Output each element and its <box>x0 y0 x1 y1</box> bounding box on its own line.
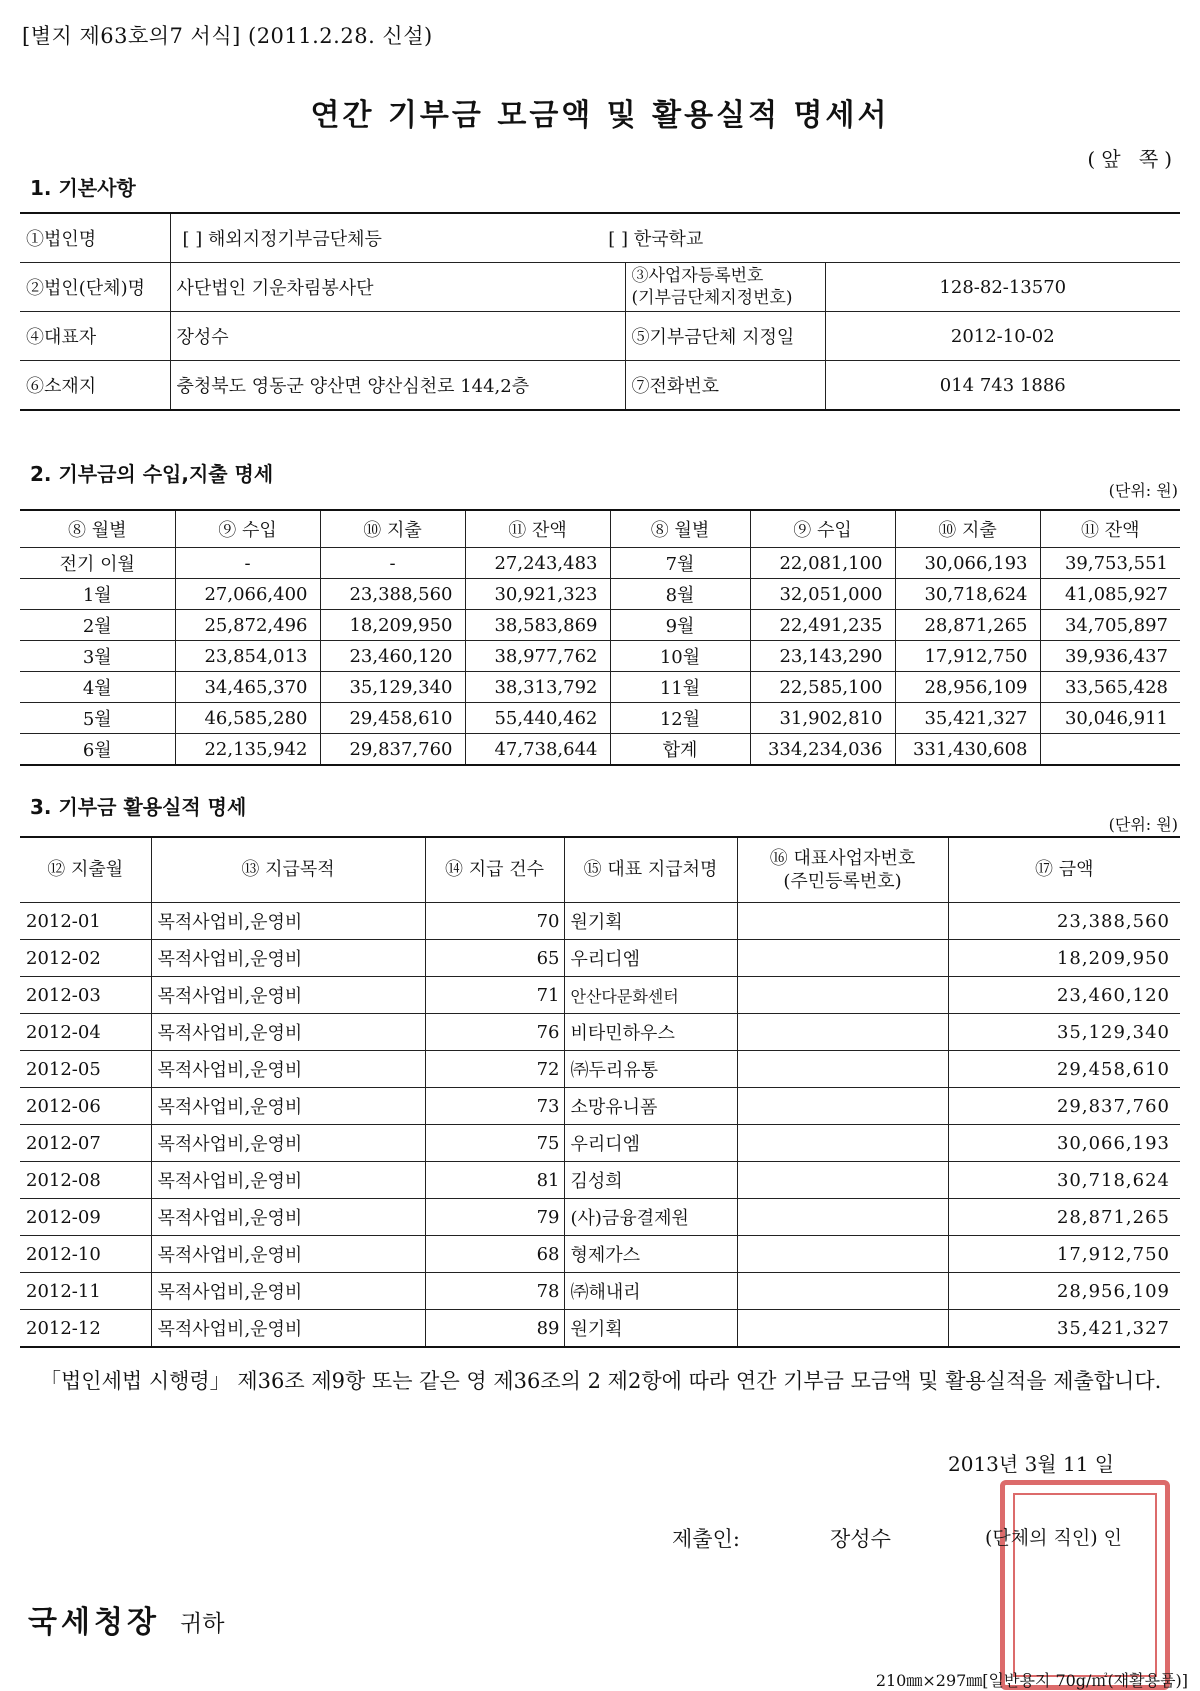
amount-cell: 29,837,760 <box>948 1088 1180 1125</box>
biz-no-cell <box>737 1310 948 1348</box>
expense-cell: - <box>320 548 465 579</box>
purpose-cell: 목적사업비,운영비 <box>151 1310 425 1348</box>
corp-type-option-foreign: [ ] 해외지정기부금단체등 <box>182 229 382 250</box>
income-expense-table <box>20 509 1180 766</box>
total-income-cell: 334,234,036 <box>750 734 895 766</box>
count-cell: 65 <box>425 940 564 977</box>
header-biz-no-line1: ⑯ 대표사업자번호 <box>769 847 916 869</box>
count-cell: 75 <box>425 1125 564 1162</box>
count-cell: 71 <box>425 977 564 1014</box>
month-cell: 8월 <box>610 579 750 610</box>
corp-type-row <box>20 213 1180 263</box>
header-balance-2: ⑪ 잔액 <box>1040 510 1180 548</box>
expense-month-cell: 2012-01 <box>20 903 151 940</box>
header-income-2: ⑨ 수입 <box>750 510 895 548</box>
seal-label: (단체의 직인) 인 <box>985 1527 1123 1549</box>
amount-cell: 30,718,624 <box>948 1162 1180 1199</box>
purpose-cell: 목적사업비,운영비 <box>151 977 425 1014</box>
income-cell: - <box>175 548 320 579</box>
balance-cell: 30,921,323 <box>465 579 610 610</box>
biz-no-cell <box>737 1051 948 1088</box>
purpose-cell: 목적사업비,운영비 <box>151 1199 425 1236</box>
biz-no-cell <box>737 1125 948 1162</box>
addressee-honorific: 귀하 <box>180 1611 225 1637</box>
expense-month-cell: 2012-05 <box>20 1051 151 1088</box>
month-cell: 4월 <box>20 672 175 703</box>
income-cell: 22,491,235 <box>750 610 895 641</box>
count-cell: 70 <box>425 903 564 940</box>
count-cell: 81 <box>425 1162 564 1199</box>
expense-month-cell: 2012-02 <box>20 940 151 977</box>
header-purpose: ⑬ 지급목적 <box>151 837 425 903</box>
address-value: 충청북도 영동군 양산면 양산심천로 144,2층 <box>170 361 625 411</box>
payee-cell: ㈜해내리 <box>564 1273 737 1310</box>
income-cell: 22,135,942 <box>175 734 320 766</box>
amount-cell: 35,421,327 <box>948 1310 1180 1348</box>
designation-value: 2012-10-02 <box>825 312 1180 361</box>
count-cell: 72 <box>425 1051 564 1088</box>
address-label: ⑥소재지 <box>20 361 170 411</box>
table-row <box>20 641 1180 672</box>
table-row <box>20 703 1180 734</box>
biz-no-cell <box>737 1088 948 1125</box>
usage-header-row <box>20 837 1180 903</box>
biz-reg-label-line2: (기부금단체지정번호) <box>631 288 793 308</box>
biz-reg-label-line1: ③사업자등록번호 <box>631 266 764 286</box>
expense-month-cell: 2012-12 <box>20 1310 151 1348</box>
expense-cell: 29,458,610 <box>320 703 465 734</box>
balance-cell: 33,565,428 <box>1040 672 1180 703</box>
count-cell: 76 <box>425 1014 564 1051</box>
expense-month-cell: 2012-10 <box>20 1236 151 1273</box>
table-row <box>20 1051 1180 1088</box>
month-cell: 12월 <box>610 703 750 734</box>
table-row <box>20 1162 1180 1199</box>
section1-heading: 1. 기본사항 <box>30 176 136 200</box>
biz-no-cell <box>737 1199 948 1236</box>
purpose-cell: 목적사업비,운영비 <box>151 1051 425 1088</box>
month-cell: 6월 <box>20 734 175 766</box>
payee-cell: 원기획 <box>564 903 737 940</box>
header-month-1: ⑧ 월별 <box>20 510 175 548</box>
purpose-cell: 목적사업비,운영비 <box>151 1125 425 1162</box>
document-title: 연간 기부금 모금액 및 활용실적 명세서 <box>310 98 890 133</box>
phone-value: 014 743 1886 <box>825 361 1180 411</box>
purpose-cell: 목적사업비,운영비 <box>151 1014 425 1051</box>
total-balance-cell <box>1040 734 1180 766</box>
payee-cell: (사)금융결제원 <box>564 1199 737 1236</box>
month-cell: 3월 <box>20 641 175 672</box>
payee-cell: 형제가스 <box>564 1236 737 1273</box>
expense-cell: 17,912,750 <box>895 641 1040 672</box>
header-balance-1: ⑪ 잔액 <box>465 510 610 548</box>
month-cell: 전기 이월 <box>20 548 175 579</box>
amount-cell: 29,458,610 <box>948 1051 1180 1088</box>
amount-cell: 28,956,109 <box>948 1273 1180 1310</box>
count-cell: 79 <box>425 1199 564 1236</box>
payee-cell: 우리디엠 <box>564 1125 737 1162</box>
header-income-1: ⑨ 수입 <box>175 510 320 548</box>
submitter-name: 장성수 <box>830 1527 891 1551</box>
payee-cell: 김성희 <box>564 1162 737 1199</box>
count-cell: 68 <box>425 1236 564 1273</box>
table-row <box>20 1273 1180 1310</box>
expense-cell: 29,837,760 <box>320 734 465 766</box>
income-cell: 23,143,290 <box>750 641 895 672</box>
biz-no-cell <box>737 940 948 977</box>
expense-cell: 28,871,265 <box>895 610 1040 641</box>
address-row <box>20 361 1180 411</box>
table-row <box>20 1236 1180 1273</box>
income-cell: 46,585,280 <box>175 703 320 734</box>
income-cell: 34,465,370 <box>175 672 320 703</box>
header-expense-month: ⑫ 지출월 <box>20 837 151 903</box>
expense-cell: 30,718,624 <box>895 579 1040 610</box>
expense-month-cell: 2012-08 <box>20 1162 151 1199</box>
month-cell: 11월 <box>610 672 750 703</box>
balance-cell: 27,243,483 <box>465 548 610 579</box>
section2-heading: 2. 기부금의 수입,지출 명세 <box>30 462 274 486</box>
month-cell: 2월 <box>20 610 175 641</box>
count-cell: 89 <box>425 1310 564 1348</box>
table-row <box>20 1088 1180 1125</box>
expense-cell: 35,421,327 <box>895 703 1040 734</box>
header-biz-no <box>737 837 948 903</box>
table-row <box>20 1199 1180 1236</box>
purpose-cell: 목적사업비,운영비 <box>151 1088 425 1125</box>
expense-month-cell: 2012-07 <box>20 1125 151 1162</box>
expense-cell: 23,460,120 <box>320 641 465 672</box>
payee-cell: 안산다문화센터 <box>564 977 737 1014</box>
payee-cell: ㈜두리유통 <box>564 1051 737 1088</box>
table-row <box>20 1014 1180 1051</box>
month-cell: 1월 <box>20 579 175 610</box>
header-expense-2: ⑩ 지출 <box>895 510 1040 548</box>
expense-cell: 28,956,109 <box>895 672 1040 703</box>
table-row <box>20 548 1180 579</box>
table-row <box>20 610 1180 641</box>
expense-month-cell: 2012-09 <box>20 1199 151 1236</box>
biz-reg-label <box>625 263 825 312</box>
month-cell: 7월 <box>610 548 750 579</box>
header-expense-1: ⑩ 지출 <box>320 510 465 548</box>
income-cell: 27,066,400 <box>175 579 320 610</box>
header-month-2: ⑧ 월별 <box>610 510 750 548</box>
balance-cell: 55,440,462 <box>465 703 610 734</box>
biz-no-cell <box>737 1014 948 1051</box>
table-row <box>20 940 1180 977</box>
balance-cell: 38,313,792 <box>465 672 610 703</box>
balance-cell: 38,583,869 <box>465 610 610 641</box>
count-cell: 73 <box>425 1088 564 1125</box>
expense-cell: 30,066,193 <box>895 548 1040 579</box>
balance-cell: 39,936,437 <box>1040 641 1180 672</box>
submitter-label: 제출인: <box>672 1527 740 1551</box>
total-label-cell: 합계 <box>610 734 750 766</box>
table-row <box>20 1310 1180 1348</box>
designation-label: ⑤기부금단체 지정일 <box>625 312 825 361</box>
expense-month-cell: 2012-11 <box>20 1273 151 1310</box>
biz-no-cell <box>737 1162 948 1199</box>
header-amount: ⑰ 금액 <box>948 837 1180 903</box>
table-row <box>20 734 1180 766</box>
table-row <box>20 672 1180 703</box>
official-seal <box>1000 1480 1170 1690</box>
rep-label: ④대표자 <box>20 312 170 361</box>
basic-info-table <box>20 212 1180 411</box>
count-cell: 78 <box>425 1273 564 1310</box>
payee-cell: 우리디엠 <box>564 940 737 977</box>
paper-spec: 210㎜×297㎜[일반용지 70g/㎡(재활용품)] <box>875 1671 1188 1690</box>
biz-reg-value: 128-82-13570 <box>825 263 1180 312</box>
expense-cell: 23,388,560 <box>320 579 465 610</box>
income-cell: 25,872,496 <box>175 610 320 641</box>
table-row <box>20 1125 1180 1162</box>
biz-no-cell <box>737 1273 948 1310</box>
amount-cell: 23,388,560 <box>948 903 1180 940</box>
biz-no-cell <box>737 977 948 1014</box>
balance-cell: 34,705,897 <box>1040 610 1180 641</box>
payee-cell: 소망유니폼 <box>564 1088 737 1125</box>
declaration-text: 「법인세법 시행령」 제36조 제9항 또는 같은 영 제36조의 2 제2항에 따라 연간 기부금 모금액 및 활용실적을 제출합니다. <box>40 1369 1162 1393</box>
expense-month-cell: 2012-03 <box>20 977 151 1014</box>
purpose-cell: 목적사업비,운영비 <box>151 1162 425 1199</box>
table-row <box>20 903 1180 940</box>
table-row <box>20 579 1180 610</box>
amount-cell: 17,912,750 <box>948 1236 1180 1273</box>
header-payee: ⑮ 대표 지급처명 <box>564 837 737 903</box>
corp-type-option-korean-school: [ ] 한국학교 <box>608 229 704 250</box>
income-cell: 22,585,100 <box>750 672 895 703</box>
amount-cell: 35,129,340 <box>948 1014 1180 1051</box>
month-cell: 9월 <box>610 610 750 641</box>
section3-heading: 3. 기부금 활용실적 명세 <box>30 795 247 819</box>
header-biz-no-line2: (주민등록번호) <box>783 871 902 892</box>
expense-month-cell: 2012-04 <box>20 1014 151 1051</box>
org-name-value: 사단법인 기운차림봉사단 <box>170 263 625 312</box>
rep-row <box>20 312 1180 361</box>
purpose-cell: 목적사업비,운영비 <box>151 1236 425 1273</box>
amount-cell: 28,871,265 <box>948 1199 1180 1236</box>
submission-date: 2013년 3월 11 일 <box>948 1452 1115 1476</box>
balance-cell: 30,046,911 <box>1040 703 1180 734</box>
income-cell: 23,854,013 <box>175 641 320 672</box>
purpose-cell: 목적사업비,운영비 <box>151 903 425 940</box>
income-expense-header-row <box>20 510 1180 548</box>
biz-no-cell <box>737 1236 948 1273</box>
expense-month-cell: 2012-06 <box>20 1088 151 1125</box>
usage-table <box>20 836 1180 1348</box>
org-name-label: ②법인(단체)명 <box>20 263 170 312</box>
section2-unit: (단위: 원) <box>1108 481 1178 500</box>
amount-cell: 23,460,120 <box>948 977 1180 1014</box>
phone-label: ⑦전화번호 <box>625 361 825 411</box>
expense-cell: 35,129,340 <box>320 672 465 703</box>
form-number: [별지 제63호의7 서식] (2011.2.28. 신설) <box>22 24 433 48</box>
balance-cell: 39,753,551 <box>1040 548 1180 579</box>
biz-no-cell <box>737 903 948 940</box>
page-side-label: (앞 쪽) <box>1087 147 1178 171</box>
corp-type-options <box>170 213 1180 263</box>
payee-cell: 원기획 <box>564 1310 737 1348</box>
balance-cell: 47,738,644 <box>465 734 610 766</box>
amount-cell: 18,209,950 <box>948 940 1180 977</box>
addressee: 국세청장 <box>28 1605 160 1640</box>
seal-inner-border <box>1013 1493 1157 1677</box>
header-count: ⑭ 지급 건수 <box>425 837 564 903</box>
balance-cell: 38,977,762 <box>465 641 610 672</box>
expense-cell: 18,209,950 <box>320 610 465 641</box>
org-name-row <box>20 263 1180 312</box>
purpose-cell: 목적사업비,운영비 <box>151 940 425 977</box>
income-cell: 32,051,000 <box>750 579 895 610</box>
income-cell: 22,081,100 <box>750 548 895 579</box>
corp-type-label: ①법인명 <box>20 213 170 263</box>
month-cell: 10월 <box>610 641 750 672</box>
rep-value: 장성수 <box>170 312 625 361</box>
income-cell: 31,902,810 <box>750 703 895 734</box>
section3-unit: (단위: 원) <box>1108 815 1178 834</box>
month-cell: 5월 <box>20 703 175 734</box>
table-row <box>20 977 1180 1014</box>
payee-cell: 비타민하우스 <box>564 1014 737 1051</box>
balance-cell: 41,085,927 <box>1040 579 1180 610</box>
purpose-cell: 목적사업비,운영비 <box>151 1273 425 1310</box>
total-expense-cell: 331,430,608 <box>895 734 1040 766</box>
amount-cell: 30,066,193 <box>948 1125 1180 1162</box>
